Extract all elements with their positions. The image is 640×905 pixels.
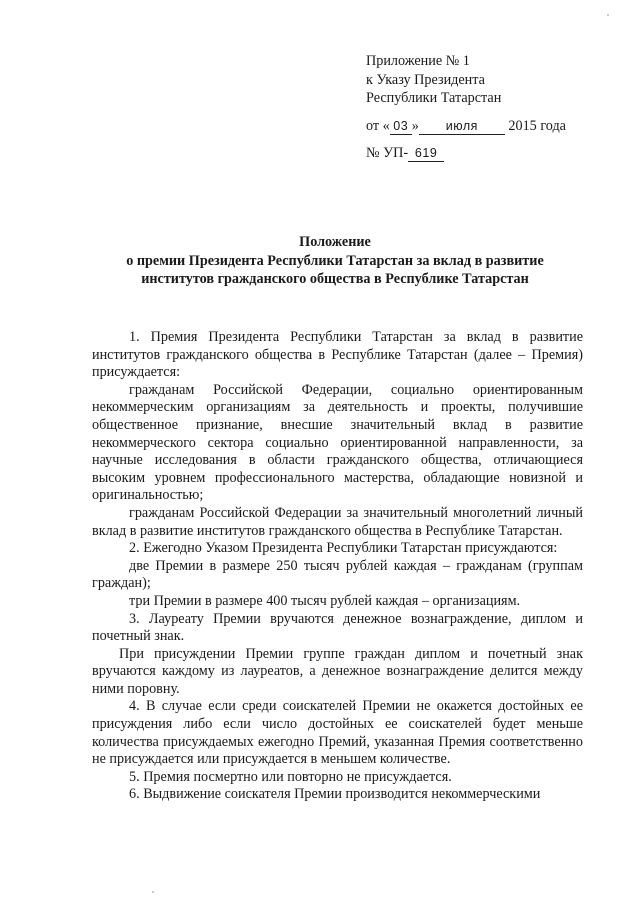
title-line-1: Положение bbox=[299, 234, 371, 250]
paragraph-1-citizens-orgs: гражданам Российской Федерации, социально ориентированным некоммерческим организациям за деятельность и проекты, получившие общественное признание, внесшие значительный вклад в развитие некоммерческого сектора социально ориентированной направленности, за научные исследования в области гражданского общества, отличающиеся высоким уровнем профессионального мастерства, обладающие новизной и оригинальностью; bbox=[92, 381, 583, 504]
decree-reference: к Указу Президента bbox=[366, 71, 485, 88]
title-line-2: о премии Президента Республики Татарстан за вклад в развитие bbox=[126, 252, 544, 269]
paragraph-2-citizens-prizes: две Премии в размере 250 тысяч рублей каждая – гражданам (группам граждан); bbox=[92, 557, 583, 592]
scan-speck bbox=[152, 891, 154, 893]
title-line-3: институтов гражданского общества в Республике Татарстан bbox=[141, 271, 529, 288]
date-day: 03 bbox=[390, 119, 412, 135]
appendix-header bbox=[366, 52, 606, 163]
document-body bbox=[92, 329, 583, 804]
paragraph-6: 6. Выдвижение соискателя Премии производится некоммерческими bbox=[129, 786, 541, 803]
decree-date bbox=[366, 117, 606, 136]
appendix-label: Приложение № 1 bbox=[366, 53, 470, 69]
republic-name: Республики Татарстан bbox=[366, 90, 502, 107]
paragraph-2: 2. Ежегодно Указом Президента Республики Татарстан присуждаются: bbox=[129, 540, 558, 557]
paragraph-4: 4. В случае если среди соискателей Премии не окажется достойных ее присуждения либо если число достойных ее соискателей будет меньше количества присуждаемых ежегодно Премий, указанная Премия соответственно не присуждается или присуждается в меньшем количестве. bbox=[92, 698, 583, 768]
paragraph-2-org-prizes: три Премии в размере 400 тысяч рублей каждая – организациям. bbox=[129, 592, 521, 609]
date-year: 2015 года bbox=[508, 117, 566, 134]
paragraph-3: 3. Лауреату Премии вручаются денежное вознаграждение, диплом и почетный знак. bbox=[92, 610, 583, 645]
date-prefix: от « bbox=[366, 117, 390, 134]
paragraph-3-group: При присуждении Премии группе граждан диплом и почетный знак вручаются каждому из лауреатов, а денежное вознаграждение делится между ними поровну. bbox=[92, 645, 583, 697]
number-value: 619 bbox=[408, 146, 444, 162]
paragraph-1-citizens: гражданам Российской Федерации за значительный многолетний личный вклад в развитие институтов гражданского общества в Республике Татарстан. bbox=[92, 504, 583, 539]
number-prefix: № УП- bbox=[366, 145, 409, 162]
paragraph-5: 5. Премия посмертно или повторно не присуждается. bbox=[129, 768, 452, 785]
date-mid: » bbox=[411, 117, 419, 134]
scan-speck bbox=[607, 14, 609, 16]
date-month: июля bbox=[419, 119, 505, 135]
decree-number bbox=[366, 144, 606, 163]
paragraph-1: 1. Премия Президента Республики Татарстан за вклад в развитие институтов гражданского общества в Республике Татарстан (далее – Премия) присуждается: bbox=[92, 329, 583, 381]
document-title bbox=[60, 233, 610, 289]
